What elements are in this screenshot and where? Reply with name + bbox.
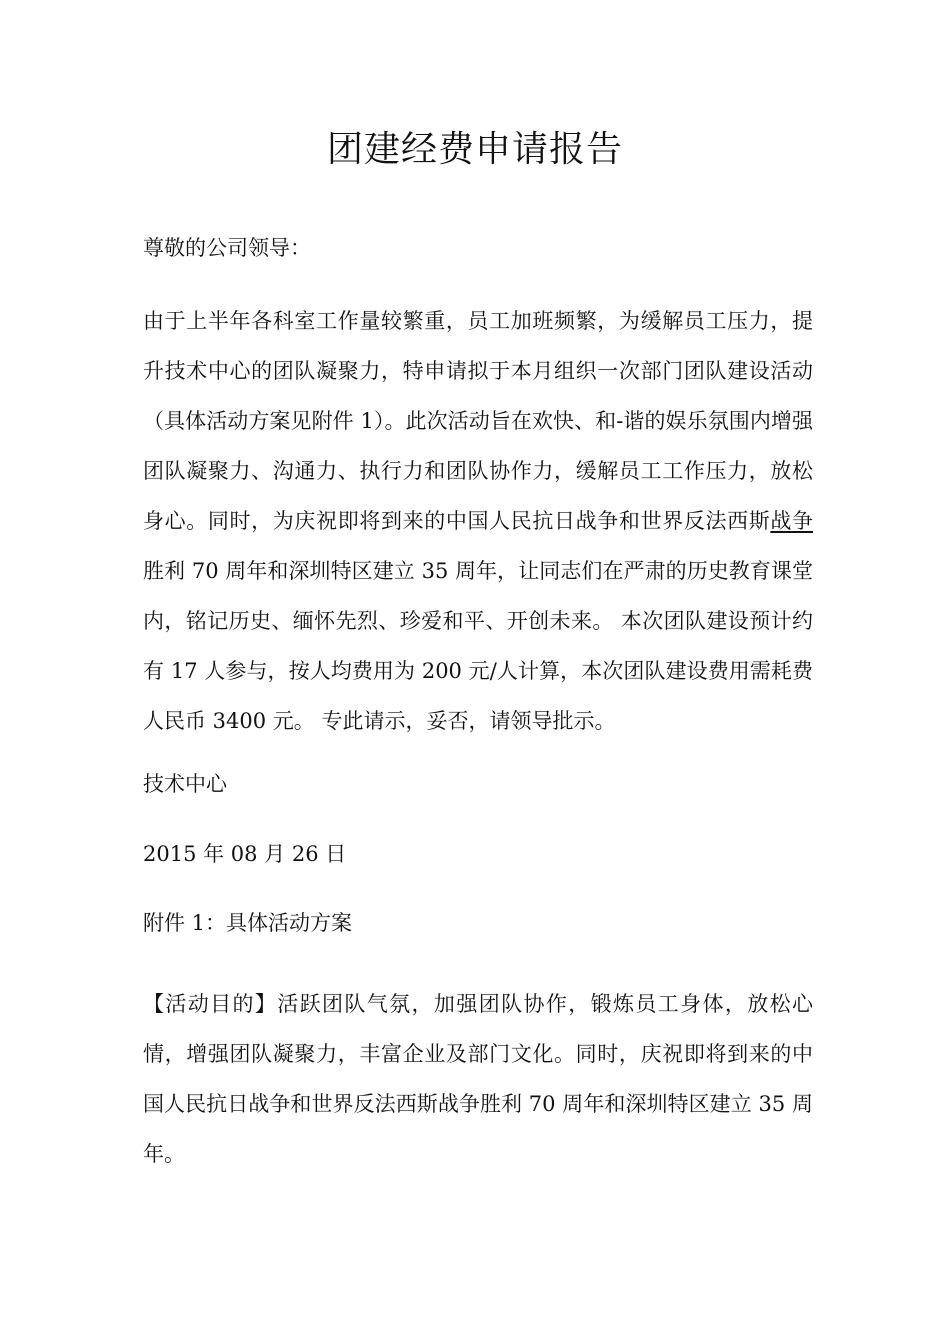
attachment-title: 附件 1：具体活动方案 — [143, 911, 353, 935]
purpose-paragraph — [143, 979, 813, 1179]
body-paragraph — [143, 296, 813, 746]
salutation: 尊敬的公司领导： — [143, 236, 311, 260]
signature: 技术中心 — [143, 772, 227, 796]
date: 2015 年 08 月 26 日 — [143, 842, 347, 866]
purpose-label: 【活动目的】 — [143, 992, 278, 1016]
body-text-part2: 胜利 70 周年和深圳特区建立 35 周年，让同志们在严肃的历史教育课堂内，铭记历史、缅怀先烈、珍爱和平、开创未来。 本次团队建设预计约有 17 人参与，按人均费用为 200 元/人计算，本次团队建设费用需耗费人民币 3400 元。 专此请示，妥否，请领导批示。 — [143, 559, 813, 733]
underlined-word: 战争 — [770, 509, 814, 533]
document-title: 团建经费申请报告 — [326, 129, 623, 170]
purpose-text: 活跃团队气氛，加强团队协作，锻炼员工身体，放松心情，增强团队凝聚力，丰富企业及部门文化。同时，庆祝即将到来的中国人民抗日战争和世界反法西斯战争胜利 70 周年和深圳特区建立 35 周年。 — [143, 992, 814, 1166]
body-text-part1: 由于上半年各科室工作量较繁重，员工加班频繁，为缓解员工压力，提升技术中心的团队凝聚力，特申请拟于本月组织一次部门团队建设活动（具体活动方案见附件 1）。此次活动旨在欢快、和-谐的娱乐氛围内增强团队凝聚力、沟通力、执行力和团队协作力，缓解员工工作压力，放松身心。同时，为庆祝即将到来的中国人民抗日战争和世界反法西斯 — [143, 309, 813, 533]
